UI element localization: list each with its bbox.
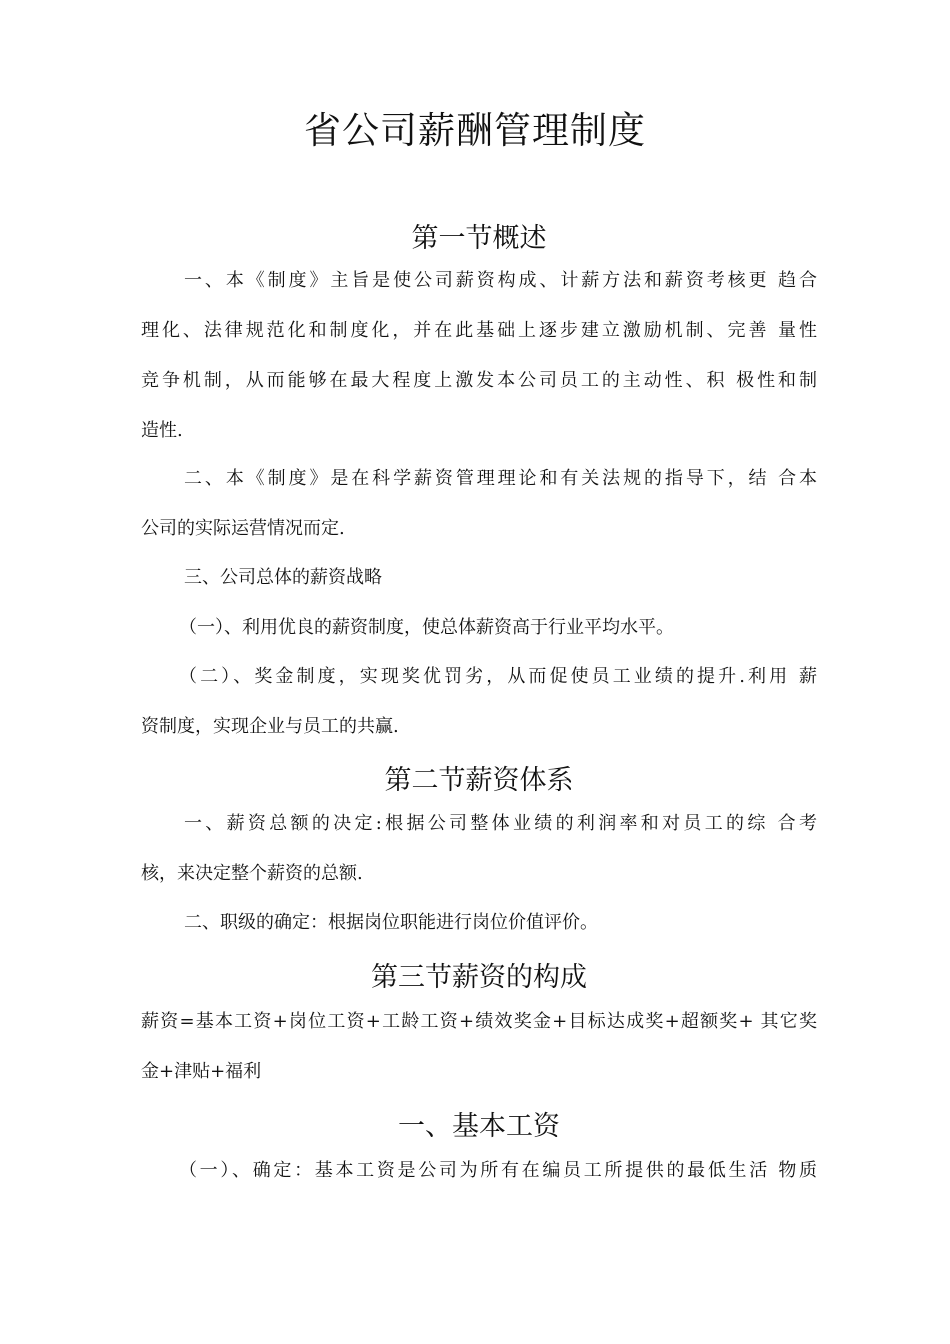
text-line: （二）、奖金制度，实现奖优罚劣，从而促使员工业绩的提升.利用 薪: [179, 666, 817, 687]
paragraph: [141, 652, 817, 752]
paragraph: [141, 454, 817, 554]
text-line: （一）、利用优良的薪资制度，使总体薪资高于行业平均水平。: [179, 617, 674, 638]
text-line: 资制度，实现企业与员工的共赢.: [141, 716, 399, 737]
text-line: 理化、法律规范化和制度化，并在此基础上逐步建立激励机制、完善 量性: [141, 320, 817, 341]
paragraph: [141, 256, 817, 456]
text-line: （一）、确定：基本工资是公司为所有在编员工所提供的最低生活 物质: [179, 1160, 817, 1181]
text-line: 公司的实际运营情况而定.: [141, 518, 345, 539]
paragraph: [141, 799, 817, 899]
text-line: 竞争机制，从而能够在最大程度上激发本公司员工的主动性、积 极性和制: [141, 370, 817, 391]
text-line: 金+津贴+福利: [141, 1061, 262, 1082]
paragraph: [141, 1146, 817, 1196]
text-line: 核，来决定整个薪资的总额.: [141, 863, 363, 884]
text-line: 薪资=基本工资+岗位工资+工龄工资+绩效奖金+目标达成奖+超额奖+ 其它奖: [141, 1011, 817, 1032]
text-line: 造性.: [141, 420, 183, 441]
paragraph: [141, 898, 817, 948]
paragraph: [141, 603, 817, 653]
paragraph: [141, 553, 817, 603]
text-line: 二、职级的确定：根据岗位职能进行岗位价值评价。: [184, 912, 598, 933]
text-line: 一、薪资总额的决定:根据公司整体业绩的利润率和对员工的综 合考: [184, 813, 817, 834]
text-line: 二、本《制度》是在科学薪资管理理论和有关法规的指导下，结 合本: [184, 468, 817, 489]
paragraph: [141, 997, 817, 1097]
section-heading-2: 第二节薪资体系: [384, 765, 574, 796]
document-title: 省公司薪酬管理制度: [304, 109, 646, 152]
section-heading-1: 第一节概述: [411, 223, 547, 254]
text-line: 三、公司总体的薪资战略: [184, 567, 382, 588]
text-line: 一、本《制度》主旨是使公司薪资构成、计薪方法和薪资考核更 趋合: [184, 270, 817, 291]
section-heading-3: 第三节薪资的构成: [371, 962, 587, 993]
section-heading-4: 一、基本工资: [398, 1111, 560, 1142]
